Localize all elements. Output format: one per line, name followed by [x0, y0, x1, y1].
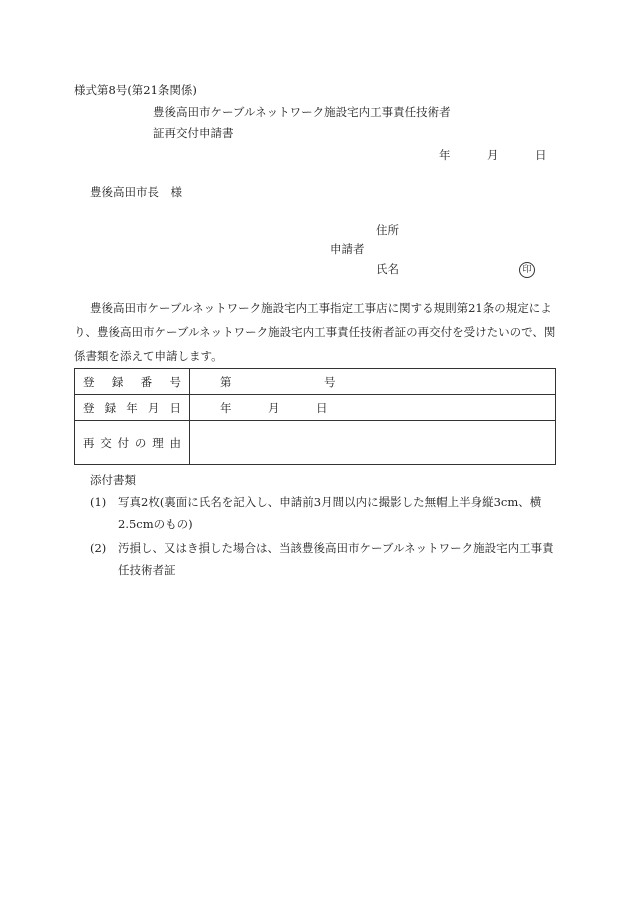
label-chars	[75, 400, 189, 416]
table-row-reissue-reason	[75, 421, 556, 465]
label-chars	[75, 374, 189, 390]
registration-table	[74, 368, 556, 465]
table-label-char: の	[134, 435, 147, 450]
table-label-char: 登	[83, 374, 95, 389]
table-row-registration-date	[75, 395, 556, 421]
table-label-char: 録	[111, 374, 124, 389]
registration-number-value	[190, 369, 556, 395]
table-label-char: 録	[104, 400, 117, 415]
address-label: 住所	[376, 223, 399, 237]
table-value-part: 日	[316, 400, 328, 415]
registration-number-label	[75, 369, 190, 395]
table-label-char: 号	[169, 374, 181, 389]
attachment-text-1: 写真2枚(裏面に氏名を記入し、申請前3月間以内に撮影した無帽上半身縦3cm、横2.5cmのもの)	[118, 495, 542, 531]
attachment-item-1	[90, 491, 556, 535]
value-chars	[190, 395, 555, 420]
table-row-registration-number	[75, 369, 556, 395]
table-label-char: 年	[126, 400, 138, 415]
table-value-part: 月	[268, 400, 280, 415]
reissue-reason-value[interactable]	[190, 421, 556, 465]
attachment-item-2	[90, 537, 556, 581]
value-chars	[190, 369, 555, 394]
table-label-char: 付	[117, 435, 130, 450]
application-body-text: 豊後高田市ケーブルネットワーク施設宅内工事指定工事店に関する規則第21条の規定により、豊後高田市ケーブルネットワーク施設宅内工事責任技術者証の再交付を受けたいので、関係書類を添えて申請します。	[74, 301, 556, 363]
table-label-char: 月	[147, 400, 160, 415]
reissue-reason-label	[75, 421, 190, 465]
table-label-char: 再	[83, 435, 95, 450]
table-label-char: 由	[169, 435, 181, 450]
table-value-part: 第	[220, 374, 232, 389]
table-value-part: 年	[220, 400, 232, 415]
attachments-heading: 添付書類	[90, 473, 136, 487]
table-label-char: 交	[100, 435, 112, 450]
attachment-num-2: (2)	[90, 541, 107, 555]
date-day: 日	[535, 148, 547, 162]
form-title-line-1: 豊後高田市ケーブルネットワーク施設宅内工事責任技術者	[153, 105, 451, 119]
addressee: 豊後高田市長 様	[90, 185, 182, 199]
applicant-label: 申請者	[330, 242, 365, 256]
name-label: 氏名	[376, 262, 399, 276]
registration-date-label	[75, 395, 190, 421]
table-label-char: 日	[169, 400, 181, 415]
table-label-char: 登	[83, 400, 95, 415]
table-value-part: 号	[324, 374, 336, 389]
table-label-char: 理	[152, 435, 164, 450]
date-month: 月	[487, 148, 499, 162]
date-year: 年	[439, 148, 451, 162]
application-body	[74, 296, 558, 368]
attachment-num-1: (1)	[90, 495, 107, 509]
registration-date-value	[190, 395, 556, 421]
label-chars	[75, 435, 189, 451]
form-title-line-2: 証再交付申請書	[153, 126, 234, 140]
form-number: 様式第8号(第21条関係)	[74, 83, 197, 97]
seal-mark: 印	[519, 262, 535, 278]
table-label-char: 番	[140, 374, 153, 389]
value-chars	[190, 421, 555, 464]
attachment-text-2: 汚損し、又はき損した場合は、当該豊後高田市ケーブルネットワーク施設宅内工事責任技術者証	[118, 541, 554, 577]
